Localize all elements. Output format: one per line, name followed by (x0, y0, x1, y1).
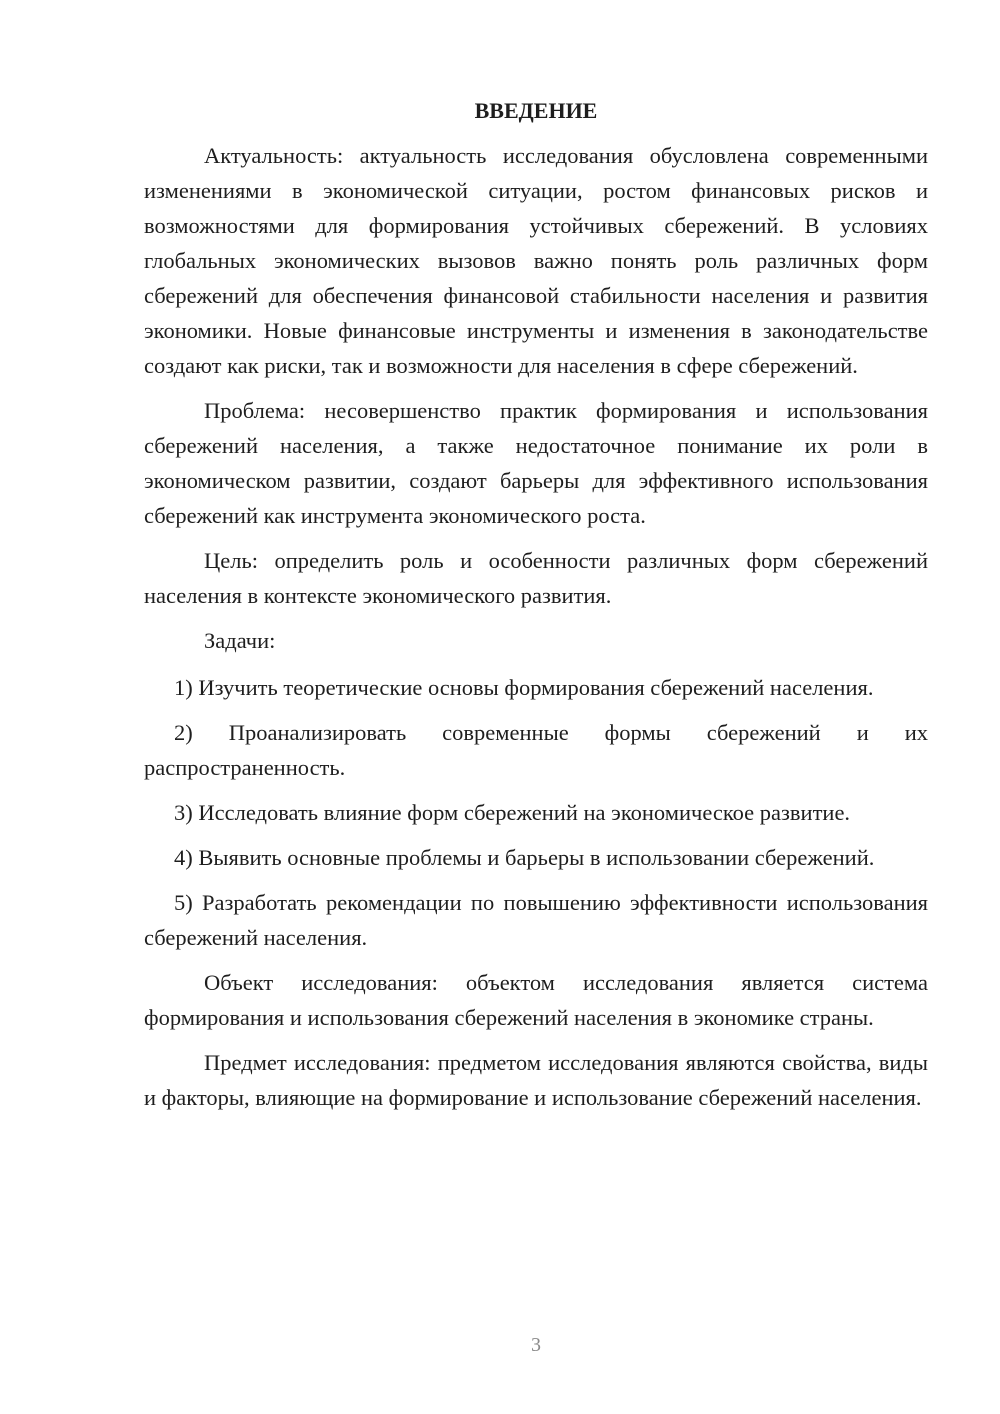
page-number: 3 (531, 1334, 541, 1356)
paragraph-goal: Цель: определить роль и особенности различных форм сбережений населения в контексте экономического развития. (144, 548, 928, 608)
task-item: 1) Изучить теоретические основы формирования сбережений населения. (174, 675, 874, 700)
section-title: ВВЕДЕНИЕ (474, 98, 598, 123)
paragraph-relevance: Актуальность: актуальность исследования обусловлена современными изменениями в экономической ситуации, ростом финансовых рисков и возможностями для формирования устойчивых сбережений. В условиях глобальных экономических вызовов важно понять роль различных форм сбережений для обеспечения финансовой стабильности населения и развития экономики. Новые финансовые инструменты и изменения в законодательстве создают как риски, так и возможности для населения в сфере сбережений. (144, 143, 928, 378)
tasks-heading: Задачи: (204, 628, 276, 653)
task-item: 3) Исследовать влияние форм сбережений на экономическое развитие. (174, 800, 851, 825)
page-content (144, 96, 928, 1125)
paragraph-problem: Проблема: несовершенство практик формирования и использования сбережений населения, а также недостаточное понимание их роли в экономическом развитии, создают барьеры для эффективного использования сбережений как инструмента экономического роста. (144, 398, 928, 528)
paragraph-object: Объект исследования: объектом исследования является система формирования и использования сбережений населения в экономике страны. (144, 970, 928, 1030)
paragraph-subject: Предмет исследования: предметом исследования являются свойства, виды и факторы, влияющие на формирование и использование сбережений населения. (144, 1050, 928, 1110)
task-item: 2) Проанализировать современные формы сбережений и их распространенность. (144, 720, 928, 780)
task-item: 4) Выявить основные проблемы и барьеры в использовании сбережений. (174, 845, 875, 870)
task-item: 5) Разработать рекомендации по повышению эффективности использования сбережений населения. (144, 890, 928, 950)
